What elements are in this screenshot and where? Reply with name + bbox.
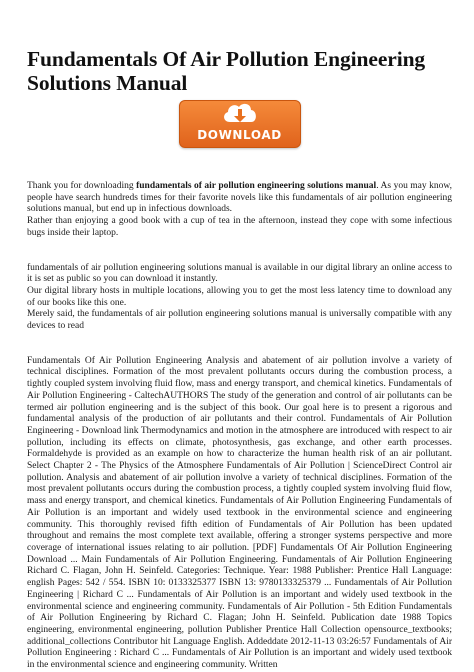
body-paragraph: Fundamentals Of Air Pollution Engineering Analysis and abatement of air pollution involve a variety of technical disciplines. Formation of the most prevalent pollutants occurs during the combustion process, a tightly coupled system involving fluid flow, mass and energy transport, and chemical kinetics. Fundamentals of Air Pollution Engineering - CaltechAUTHORS The study of the generation and control of air pollutants can be termed air pollution engineering and is the subject of this book. Our goal here is to present a rigorous and fundamental analysis of the production of air pollutants and their control. Fundamentals of Air Pollution Engineering - Download link Thermodynamics and motion in the atmosphere are introduced with respect to air pollution, including its effects on climate, photosynthesis, gas exchange, and other earth processes. Formaldehyde is provided as an example on how to characterize the human health risk of an air pollutant. Select Chapter 2 - The Physics of the Atmosphere Fundamentals of Air Pollution | ScienceDirect Control air pollution. Analysis and abatement of air pollution involve a variety of technical disciplines. Formation of the most prevalent pollutants occurs during the combustion process, a tightly coupled system involving fluid flow, mass and energy transport, and chemical kinetics. Fundamentals of Air Pollution Engineering Fundamentals of Air Pollution is an important and widely used textbook in the environmental science and engineering community. This thoroughly revised fifth edition of Fundamentals of Air Pollution has been updated throughout and remains the most complete text available, offering a stronger systems perspective and more coverage of international issues relating to air pollution. [PDF] Fundamentals Of Air Pollution Engineering Download ... Main Fundamentals of Air Pollution Engineering. Fundamentals of Air Pollution Engineering Richard C. Flagan, John H. Seinfeld. Categories: Technique. Year: 1988 Publisher: Prentice Hall Language: english Pages: 542 / 554. ISBN 10: 0133325377 ISBN 13: 9780133325379 ... Fundamentals of Air Pollution Engineering | Richard C ... Fundamentals of Air Pollution is an important and widely used textbook in the environmental science and engineering community. Fundamentals of Air Pollution - 5th Edition Fundamentals of Air Pollution Engineering by Richard C. Flagan; John H. Seinfeld. Publication date 1988 Topics engineering, environmental engineering, pollution Publisher Prentice Hall Collection opensource_textbooks; additional_collections Contributor hit Language English. Addeddate 2012-11-13 03:26:57 Fundamentals of Air Pollution Engineering : Richard C ... Fundamentals of Air Pollution is an important and widely used textbook in the environmental science and engineering community. Written [27, 355, 452, 671]
intro-bold-title: fundamentals of air pollution engineering solutions manual [136, 181, 377, 191]
availability-line-2: Our digital library hosts in multiple locations, allowing you to get the most less latency time to download any of our books like this one. [27, 285, 452, 308]
availability-paragraph [27, 263, 452, 333]
intro-paragraph [27, 181, 452, 240]
cloud-download-icon [220, 100, 260, 126]
intro-text-start: Thank you for downloading [27, 181, 137, 191]
download-area [27, 100, 452, 150]
download-button[interactable] [179, 100, 301, 148]
availability-line-1: fundamentals of air pollution engineering solutions manual is available in our digital library an online access to it is set as public so you can download it instantly. [27, 262, 452, 285]
intro-line-2: Rather than enjoying a good book with a cup of tea in the afternoon, instead they cope with some infectious bugs inside their laptop. [27, 216, 452, 238]
intro-text-end: . As you may know, people have search hundreds times for their favorite novels like this fundamentals of air pollution engineering solutions manual, but end up in infectious downloads. [27, 181, 452, 215]
availability-line-3: Merely said, the fundamentals of air pollution engineering solutions manual is universally compatible with any devices to read [27, 309, 452, 332]
page-title: Fundamentals Of Air Pollution Engineering Solutions Manual [27, 47, 426, 95]
download-label: DOWNLOAD [197, 128, 282, 142]
